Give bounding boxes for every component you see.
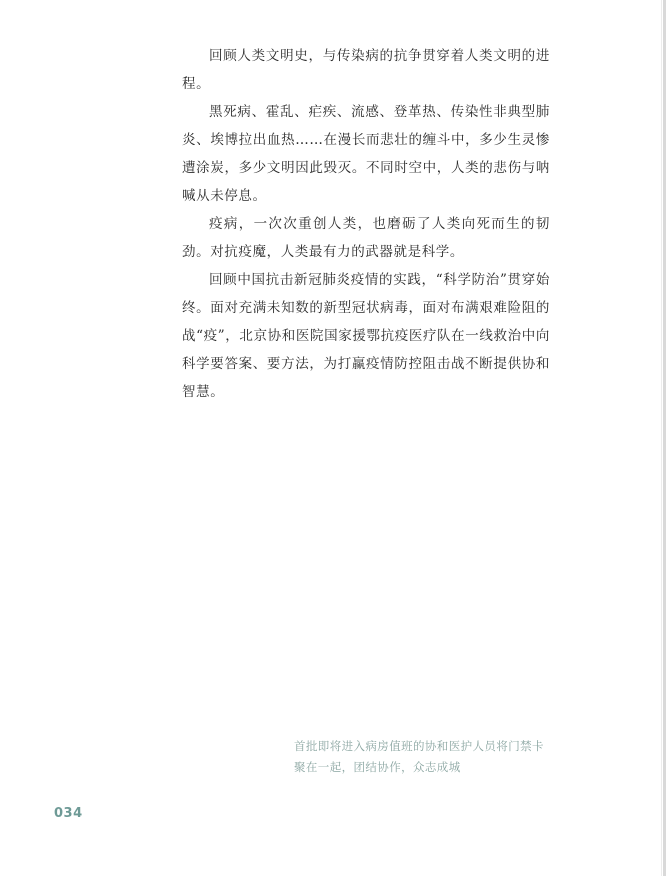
caption-line-2: 聚在一起，团结协作，众志成城 [294,760,461,774]
body-text [182,42,550,406]
paragraph-3: 疫病，一次次重创人类，也磨砺了人类向死而生的韧劲。对抗疫魔，人类最有力的武器就是科学。 [182,216,550,260]
page-edge-line [661,0,662,876]
paragraph-2: 黑死病、霍乱、疟疾、流感、登革热、传染性非典型肺炎、埃博拉出血热……在漫长而悲壮的缠斗中，多少生灵惨遭涂炭，多少文明因此毁灭。不同时空中，人类的悲伤与呐喊从未停息。 [182,104,550,204]
paragraph-4: 回顾中国抗击新冠肺炎疫情的实践，“科学防治”贯穿始终。面对充满未知数的新型冠状病毒，面对布满艰难险阻的战“疫”，北京协和医院国家援鄂抗疫医疗队在一线救治中向科学要答案、要方法，为打赢疫情防控阻击战不断提供协和智慧。 [182,272,550,400]
page-number: 034 [54,806,83,821]
photo-caption [294,736,594,778]
caption-line-1: 首批即将进入病房值班的协和医护人员将门禁卡 [294,739,544,753]
paragraph-1: 回顾人类文明史，与传染病的抗争贯穿着人类文明的进程。 [182,48,550,92]
